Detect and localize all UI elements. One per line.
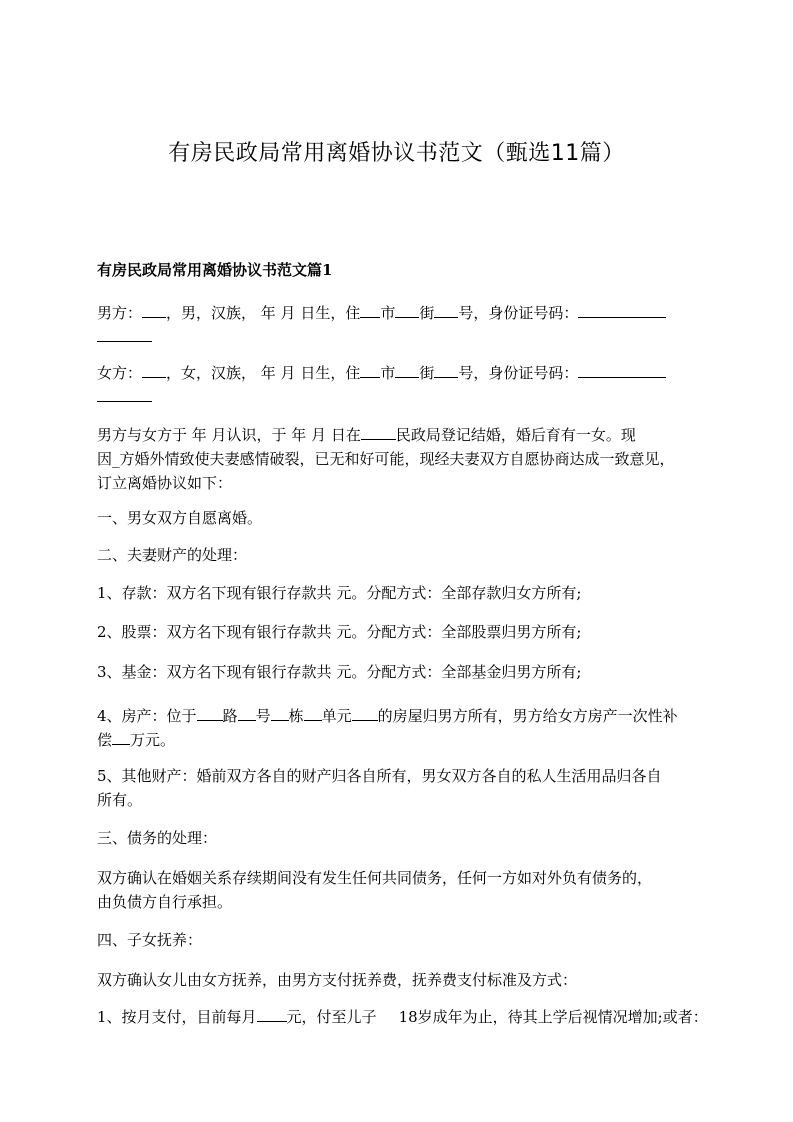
section-heading: 有房民政局常用离婚协议书范文篇1 [97, 261, 333, 279]
house-e: 单元 [321, 707, 352, 725]
debt-line2: 由负债方自行承担。 [97, 893, 233, 911]
pay-a: 1、按月支付，目前每月 [97, 1008, 257, 1026]
woman-detail: ，女，汉族， 年 月 日生，住 [166, 364, 361, 382]
item-other [97, 764, 717, 812]
pay-c: 18岁成年为止，待其上学后视情况增加;或者： [398, 1008, 708, 1026]
house-h: 万元。 [130, 731, 176, 749]
house-g: 偿 [97, 731, 113, 749]
house-a: 4、房产：位于 [97, 707, 197, 725]
street-text: 街 [419, 364, 435, 382]
woman-info [97, 361, 717, 409]
item-house [97, 704, 717, 752]
intro-line3: 订立离婚协议如下： [97, 474, 233, 492]
woman-label: 女方： [97, 364, 143, 382]
blank-number [434, 302, 458, 318]
pay-b: 元，付至儿子 [286, 1008, 377, 1026]
blank-id [578, 302, 666, 318]
blank-bureau [361, 424, 396, 440]
blank [112, 729, 130, 745]
debt-paragraph [97, 866, 717, 914]
other-line2: 所有。 [97, 791, 143, 809]
intro-line1b: 民政局登记结婚，婚后育有一女。现 [395, 426, 636, 444]
item-fund: 3、基金：双方名下现有银行存款共 元。分配方式：全部基金归男方所有; [97, 663, 582, 681]
blank-id-cont [97, 386, 152, 402]
blank-city [360, 302, 380, 318]
clause-4: 四、子女抚养： [97, 931, 203, 949]
blank [304, 705, 322, 721]
blank [352, 705, 378, 721]
clause-3: 三、债务的处理： [97, 829, 218, 847]
clause-2: 二、夫妻财产的处理： [97, 546, 248, 564]
blank-street [395, 302, 419, 318]
blank-number [434, 362, 458, 378]
man-label: 男方： [97, 304, 143, 322]
house-c: 号 [255, 707, 271, 725]
debt-line1: 双方确认在婚姻关系存续期间没有发生任何共同债务，任何一方如对外负有债务的， [97, 869, 653, 887]
man-info [97, 301, 717, 349]
city-text: 市 [380, 304, 396, 322]
blank [271, 705, 289, 721]
city-text: 市 [380, 364, 396, 382]
blank-id [578, 362, 666, 378]
item-deposit: 1、存款：双方名下现有银行存款共 元。分配方式：全部存款归女方所有; [97, 584, 582, 602]
intro-paragraph [97, 423, 717, 495]
blank-id-cont [97, 326, 152, 342]
intro-line2: 因_方婚外情致使夫妻感情破裂，已无和好可能，现经夫妻双方自愿协商达成一致意见， [97, 450, 675, 468]
item-stock: 2、股票：双方名下现有银行存款共 元。分配方式：全部股票归男方所有; [97, 623, 582, 641]
man-detail: ，男，汉族， 年 月 日生，住 [166, 304, 361, 322]
blank-name [142, 362, 166, 378]
blank-street [395, 362, 419, 378]
id-label: 号，身份证号码： [458, 304, 579, 322]
blank [238, 705, 256, 721]
other-line1: 5、其他财产：婚前双方各自的财产归各自所有，男女双方各自的私人生活用品归各自 [97, 767, 662, 785]
intro-line1a: 男方与女方于 年 月认识，于 年 月 日在 [97, 426, 361, 444]
clause-1: 一、男女双方自愿离婚。 [97, 509, 263, 527]
blank-name [142, 302, 166, 318]
id-label: 号，身份证号码： [458, 364, 579, 382]
blank [197, 705, 223, 721]
house-b: 路 [222, 707, 238, 725]
child-paragraph: 双方确认女儿由女方抚养，由男方支付抚养费，抚养费支付标准及方式： [97, 971, 578, 989]
payment-item [97, 1005, 717, 1029]
house-d: 栋 [288, 707, 304, 725]
blank-amount [257, 1006, 287, 1022]
blank-city [360, 362, 380, 378]
house-f: 的房屋归男方所有，男方给女方房产一次性补 [377, 707, 678, 725]
document-title: 有房民政局常用离婚协议书范文（甄选11篇） [168, 141, 625, 166]
street-text: 街 [419, 304, 435, 322]
